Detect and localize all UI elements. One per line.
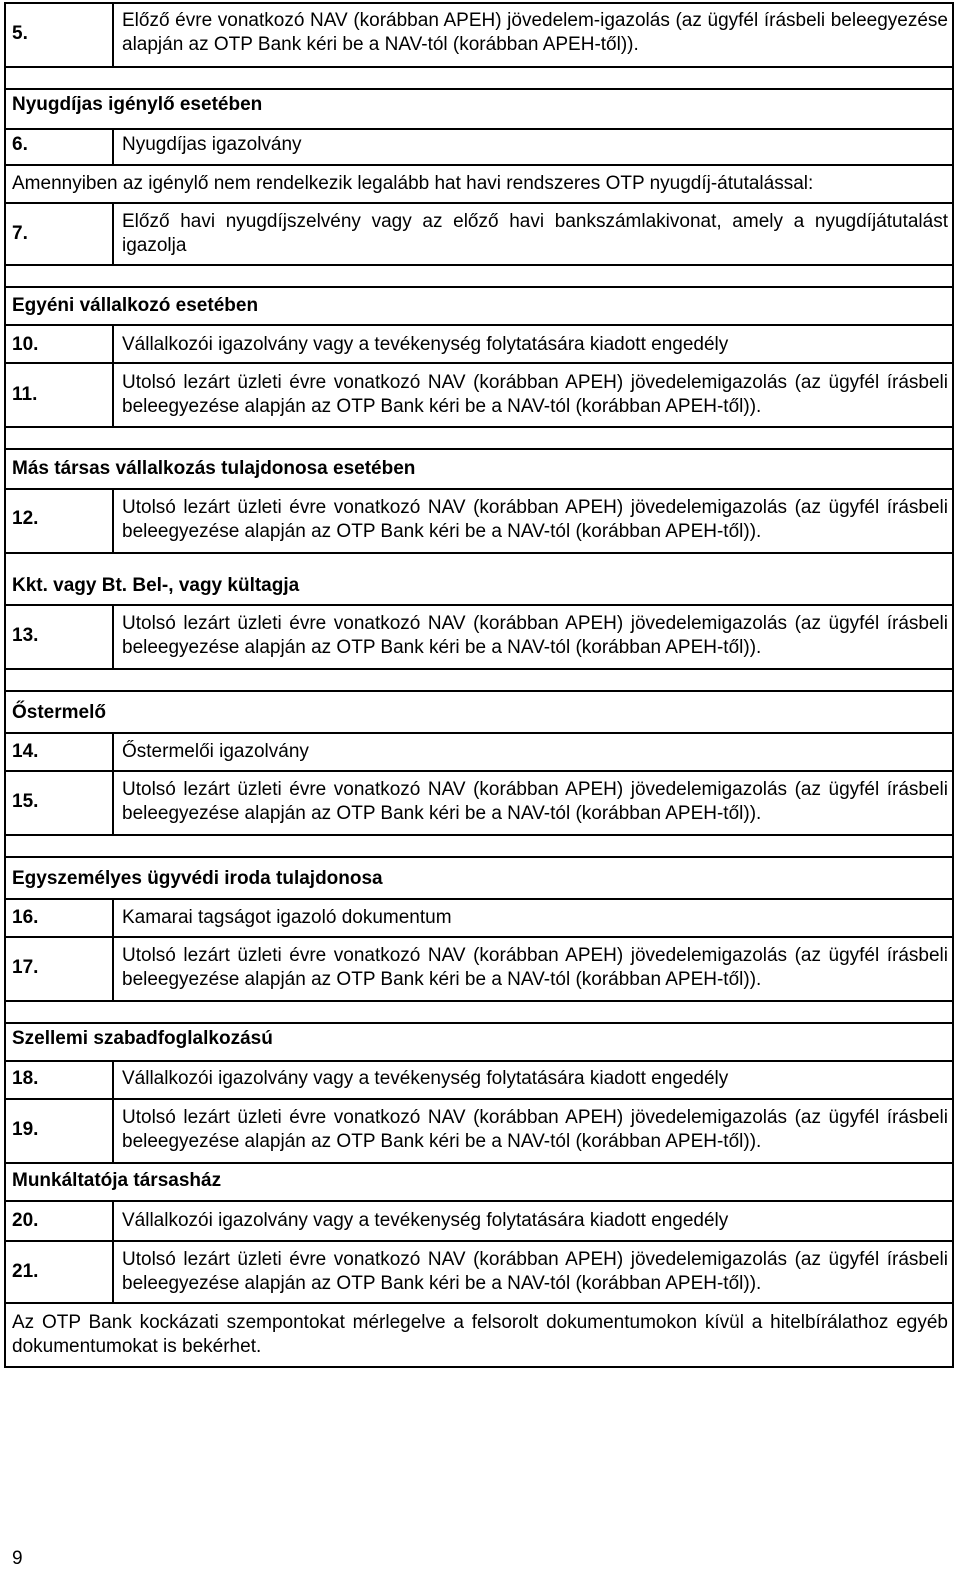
divider (4, 1162, 954, 1164)
divider (4, 732, 954, 734)
section-heading-nyugdijas: Nyugdíjas igénylő esetében (12, 94, 263, 115)
column-divider (112, 128, 114, 164)
divider (4, 88, 954, 90)
section-heading-szellemi: Szellemi szabadfoglalkozású (12, 1028, 273, 1049)
row-text-21: Utolsó lezárt üzleti évre vonatkozó NAV (korábban APEH) jövedelemigazolás (az ügyfél írásbeli beleegyezése alapján az OTP Bank kéri be a NAV-tól (korábban APEH-től)). (122, 1249, 948, 1294)
row-text-7: Előző havi nyugdíjszelvény vagy az előző havi bankszámlakivonat, amely a nyugdíjátutalást igazolja (122, 211, 948, 256)
column-divider (112, 1060, 114, 1162)
divider (4, 426, 954, 428)
section-heading-ugyvedi: Egyszemélyes ügyvédi iroda tulajdonosa (12, 868, 383, 889)
column-divider (112, 732, 114, 834)
row-number-21: 21. (12, 1261, 39, 1282)
divider (4, 604, 954, 606)
divider (4, 324, 954, 326)
section-heading-egyeni: Egyéni vállalkozó esetében (12, 295, 259, 316)
divider (4, 552, 954, 554)
row-number-10: 10. (12, 334, 39, 355)
row-text-6: Nyugdíjas igazolvány (122, 134, 302, 155)
page-number: 9 (12, 1548, 23, 1569)
row-number-11: 11. (12, 384, 38, 405)
divider (4, 488, 954, 490)
row-number-12: 12. (12, 508, 39, 529)
section-heading-ostermelo: Őstermelő (12, 702, 106, 723)
row-text-18: Vállalkozói igazolvány vagy a tevékenység folytatására kiadott engedély (122, 1068, 729, 1089)
note-footer: Az OTP Bank kockázati szempontokat mérlegelve a felsorolt dokumentumokon kívül a hitelbírálathoz egyéb dokumentumokat is bekérhet. (12, 1312, 948, 1357)
row-text-20: Vállalkozói igazolvány vagy a tevékenység folytatására kiadott engedély (122, 1210, 729, 1231)
row-text-17: Utolsó lezárt üzleti évre vonatkozó NAV (korábban APEH) jövedelemigazolás (az ügyfél írásbeli beleegyezése alapján az OTP Bank kéri be a NAV-tól (korábban APEH-től)). (122, 945, 948, 990)
row-text-19: Utolsó lezárt üzleti évre vonatkozó NAV (korábban APEH) jövedelemigazolás (az ügyfél írásbeli beleegyezése alapján az OTP Bank kéri be a NAV-tól (korábban APEH-től)). (122, 1107, 948, 1152)
divider (4, 286, 954, 288)
row-number-18: 18. (12, 1068, 39, 1089)
row-text-12: Utolsó lezárt üzleti évre vonatkozó NAV (korábban APEH) jövedelemigazolás (az ügyfél írásbeli beleegyezése alapján az OTP Bank kéri be a NAV-tól (korábban APEH-től)). (122, 497, 948, 542)
divider (4, 668, 954, 670)
section-heading-kkt: Kkt. vagy Bt. Bel-, vagy kültagja (12, 575, 300, 596)
row-number-5: 5. (12, 23, 28, 44)
divider (4, 66, 954, 68)
divider (4, 164, 954, 166)
divider (4, 690, 954, 692)
divider (4, 1060, 954, 1062)
row-text-14: Őstermelői igazolvány (122, 741, 309, 762)
divider (4, 856, 954, 858)
column-divider (112, 324, 114, 426)
row-number-13: 13. (12, 625, 39, 646)
row-number-16: 16. (12, 907, 39, 928)
row-text-13: Utolsó lezárt üzleti évre vonatkozó NAV (korábban APEH) jövedelemigazolás (az ügyfél írásbeli beleegyezése alapján az OTP Bank kéri be a NAV-tól (korábban APEH-től)). (122, 613, 948, 658)
divider (4, 1022, 954, 1024)
row-number-14: 14. (12, 741, 39, 762)
column-divider (112, 488, 114, 552)
row-number-17: 17. (12, 957, 39, 978)
row-number-20: 20. (12, 1210, 39, 1231)
row-text-10: Vállalkozói igazolvány vagy a tevékenység folytatására kiadott engedély (122, 334, 729, 355)
column-divider (112, 1200, 114, 1302)
row-number-6: 6. (12, 134, 28, 155)
row-text-5: Előző évre vonatkozó NAV (korábban APEH) jövedelem-igazolás (az ügyfél írásbeli beleegyezése alapján az OTP Bank kéri be a NAV-tól (korábban APEH-től)). (122, 10, 948, 55)
divider (4, 1098, 954, 1100)
divider (4, 1302, 954, 1304)
divider (4, 1000, 954, 1002)
divider (4, 128, 954, 130)
divider (4, 770, 954, 772)
column-divider (112, 2, 114, 66)
column-divider (112, 604, 114, 668)
divider (4, 448, 954, 450)
divider (4, 1240, 954, 1242)
row-text-16: Kamarai tagságot igazoló dokumentum (122, 907, 452, 928)
column-divider (112, 898, 114, 1000)
row-number-19: 19. (12, 1119, 39, 1140)
divider (4, 936, 954, 938)
divider (4, 264, 954, 266)
column-divider (112, 202, 114, 264)
divider (4, 834, 954, 836)
section-heading-mas-tarsas: Más társas vállalkozás tulajdonosa esetében (12, 458, 416, 479)
divider (4, 898, 954, 900)
row-text-15: Utolsó lezárt üzleti évre vonatkozó NAV (korábban APEH) jövedelemigazolás (az ügyfél írásbeli beleegyezése alapján az OTP Bank kéri be a NAV-tól (korábban APEH-től)). (122, 779, 948, 824)
divider (4, 202, 954, 204)
section-heading-munkaltato: Munkáltatója társasház (12, 1170, 222, 1191)
row-text-11: Utolsó lezárt üzleti évre vonatkozó NAV (korábban APEH) jövedelemigazolás (az ügyfél írásbeli beleegyezése alapján az OTP Bank kéri be a NAV-tól (korábban APEH-től)). (122, 372, 948, 417)
divider (4, 362, 954, 364)
row-number-15: 15. (12, 791, 39, 812)
row-number-7: 7. (12, 223, 28, 244)
note-amennyiben: Amennyiben az igénylő nem rendelkezik legalább hat havi rendszeres OTP nyugdíj-átutalással: (12, 173, 814, 194)
divider (4, 1200, 954, 1202)
